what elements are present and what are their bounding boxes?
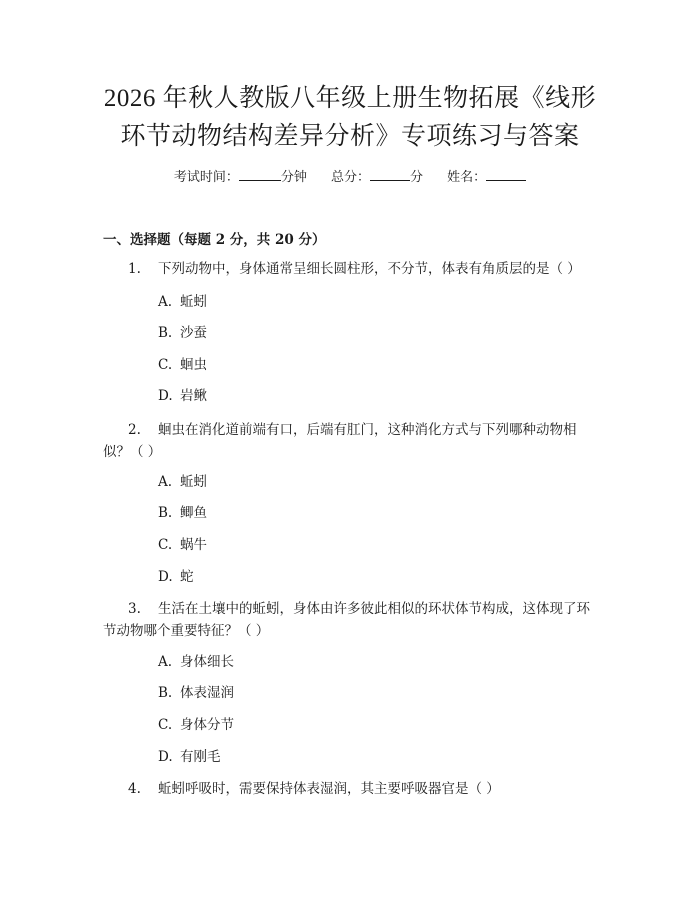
option-text: 蚯蚓 [180,474,207,490]
option-text: 蜗牛 [180,537,207,553]
exam-time-label: 考试时间： [173,170,239,185]
question-text: 蛔虫在消化道前端有口，后端有肛门，这种消化方式与下列哪种动物相似？（ ） [103,422,577,460]
option-letter: A. [158,294,173,310]
question-2-option-d [158,567,194,587]
option-letter: B. [158,505,173,521]
option-text: 沙蚕 [180,325,207,341]
option-text: 蛔虫 [180,357,207,373]
total-score-field [331,170,427,185]
question-2-option-a [158,472,207,492]
student-name-blank [486,168,526,181]
question-4 [103,778,598,800]
question-3-option-a [158,652,234,672]
option-text: 蛇 [180,569,194,585]
question-3-option-b [158,683,234,703]
option-letter: D. [158,749,173,765]
question-number: 3. [128,601,141,617]
option-letter: D. [158,388,173,404]
question-number: 1. [128,261,141,277]
question-number: 4. [128,781,141,797]
question-1-option-b [158,323,207,343]
option-letter: B. [158,685,173,701]
option-letter: C. [158,717,173,733]
option-letter: D. [158,569,173,585]
option-letter: C. [158,537,173,553]
question-2 [103,419,598,463]
student-name-label: 姓名： [447,170,487,185]
question-1-option-c [158,355,207,375]
exam-info-line [0,168,700,188]
option-letter: A. [158,654,173,670]
option-letter: A. [158,474,173,490]
option-text: 体表湿润 [180,685,234,701]
question-3-option-c [158,715,234,735]
exam-time-field [174,170,311,185]
exam-time-unit: 分钟 [280,170,307,185]
question-text: 生活在土壤中的蚯蚓，身体由许多彼此相似的环状体节构成，这体现了环节动物哪个重要特征？（ ） [103,601,590,639]
document-title-line-2: 环节动物结构差异分析》专项练习与答案 [120,123,580,150]
question-text: 蚯蚓呼吸时，需要保持体表湿润，其主要呼吸器官是（ ） [158,781,500,797]
question-1 [103,258,598,280]
option-letter: B. [158,325,173,341]
question-3-option-d [158,747,221,767]
question-1-option-a [158,292,207,312]
document-title-line-1: 2026 年秋人教版八年级上册生物拓展《线形 [103,85,597,112]
option-text: 岩鳅 [180,388,207,404]
option-text: 身体细长 [180,654,234,670]
total-score-unit: 分 [410,170,424,185]
question-1-option-d [158,386,207,406]
question-3 [103,598,598,642]
question-2-option-b [158,503,207,523]
option-text: 鲫鱼 [180,505,207,521]
question-text: 下列动物中，身体通常呈细长圆柱形，不分节，体表有角质层的是（ ） [158,261,581,277]
question-number: 2. [128,422,141,438]
exam-time-blank [239,168,281,181]
student-name-field [447,170,526,185]
total-score-label: 总分： [330,170,370,185]
option-text: 有刚毛 [180,749,221,765]
option-letter: C. [158,357,173,373]
total-score-blank [370,168,410,181]
section-header-multiple-choice: 一、选择题（每题 2 分，共 20 分） [103,232,326,248]
option-text: 蚯蚓 [180,294,207,310]
option-text: 身体分节 [180,717,234,733]
question-2-option-c [158,535,207,555]
